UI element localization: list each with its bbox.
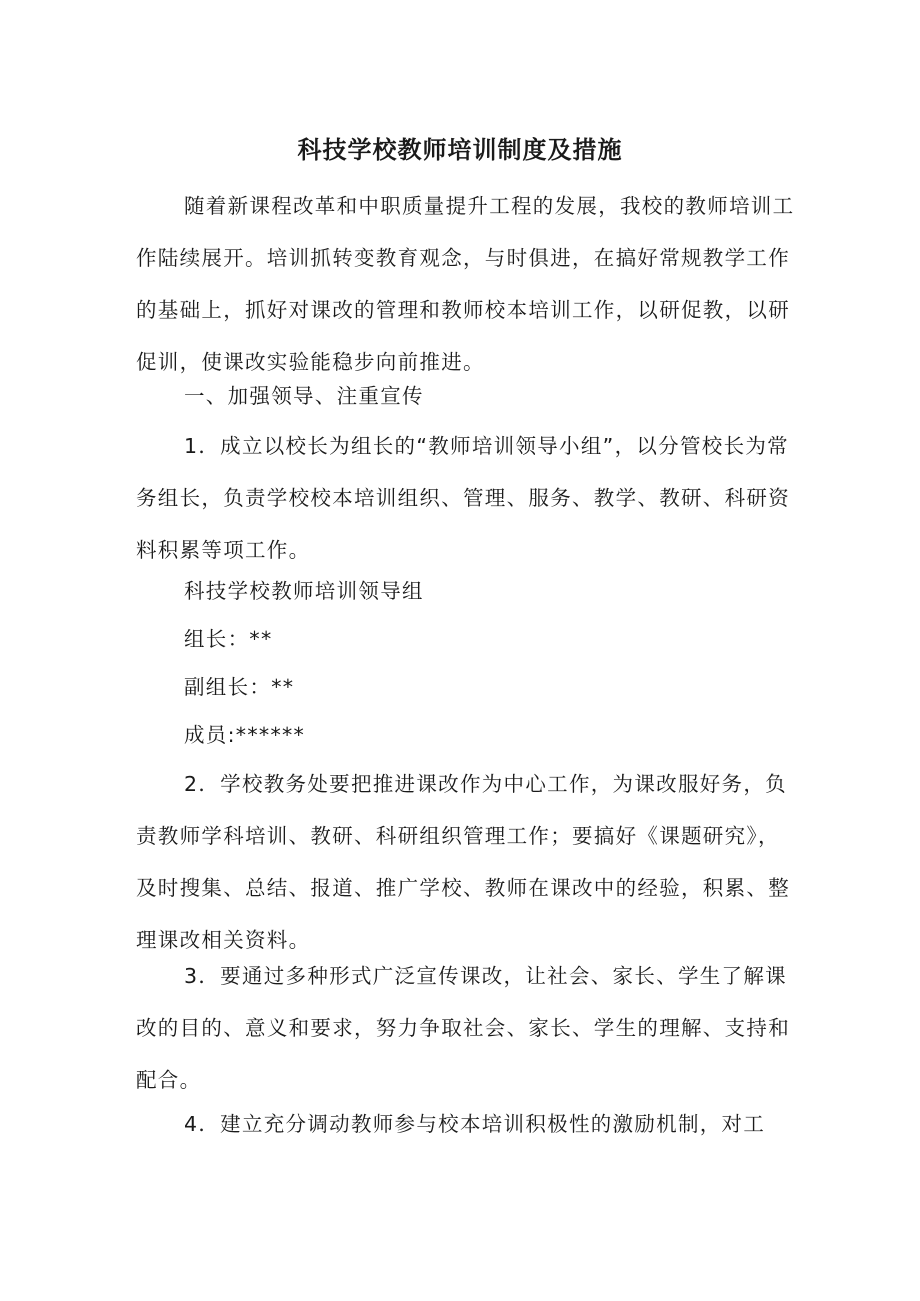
group-vice-leader: 副组长：**	[184, 675, 295, 699]
section-heading: 一、加强领导、注重宣传	[184, 384, 424, 408]
item-1-paragraph: 1．成立以校长为组长的“教师培训领导小组”，以分管校长为常务组长，负责学校校本培训组织、管理、服务、教学、教研、科研资料积累等项工作。	[136, 434, 790, 562]
item-3-paragraph: 3．要通过多种形式广泛宣传课改，让社会、家长、学生了解课改的目的、意义和要求，努力争取社会、家长、学生的理解、支持和配合。	[136, 964, 790, 1092]
group-members: 成员:******	[184, 723, 306, 747]
group-name: 科技学校教师培训领导组	[184, 579, 424, 603]
item-2-paragraph: 2．学校教务处要把推进课改作为中心工作，为课改服好务，负责教师学科培训、教研、科研组织管理工作；要搞好《课题研究》，及时搜集、总结、报道、推广学校、教师在课改中的经验，积累、整理课改相关资料。	[136, 772, 790, 952]
document-title: 科技学校教师培训制度及措施	[297, 136, 623, 164]
item-4-paragraph: 4．建立充分调动教师参与校本培训积极性的激励机制，对工	[184, 1112, 766, 1136]
intro-paragraph: 随着新课程改革和中职质量提升工程的发展，我校的教师培训工作陆续展开。培训抓转变教育观念，与时俱进，在搞好常规教学工作的基础上，抓好对课改的管理和教师校本培训工作，以研促教，以研促训，使课改实验能稳步向前推进。	[136, 194, 795, 374]
group-leader: 组长：**	[184, 627, 273, 651]
